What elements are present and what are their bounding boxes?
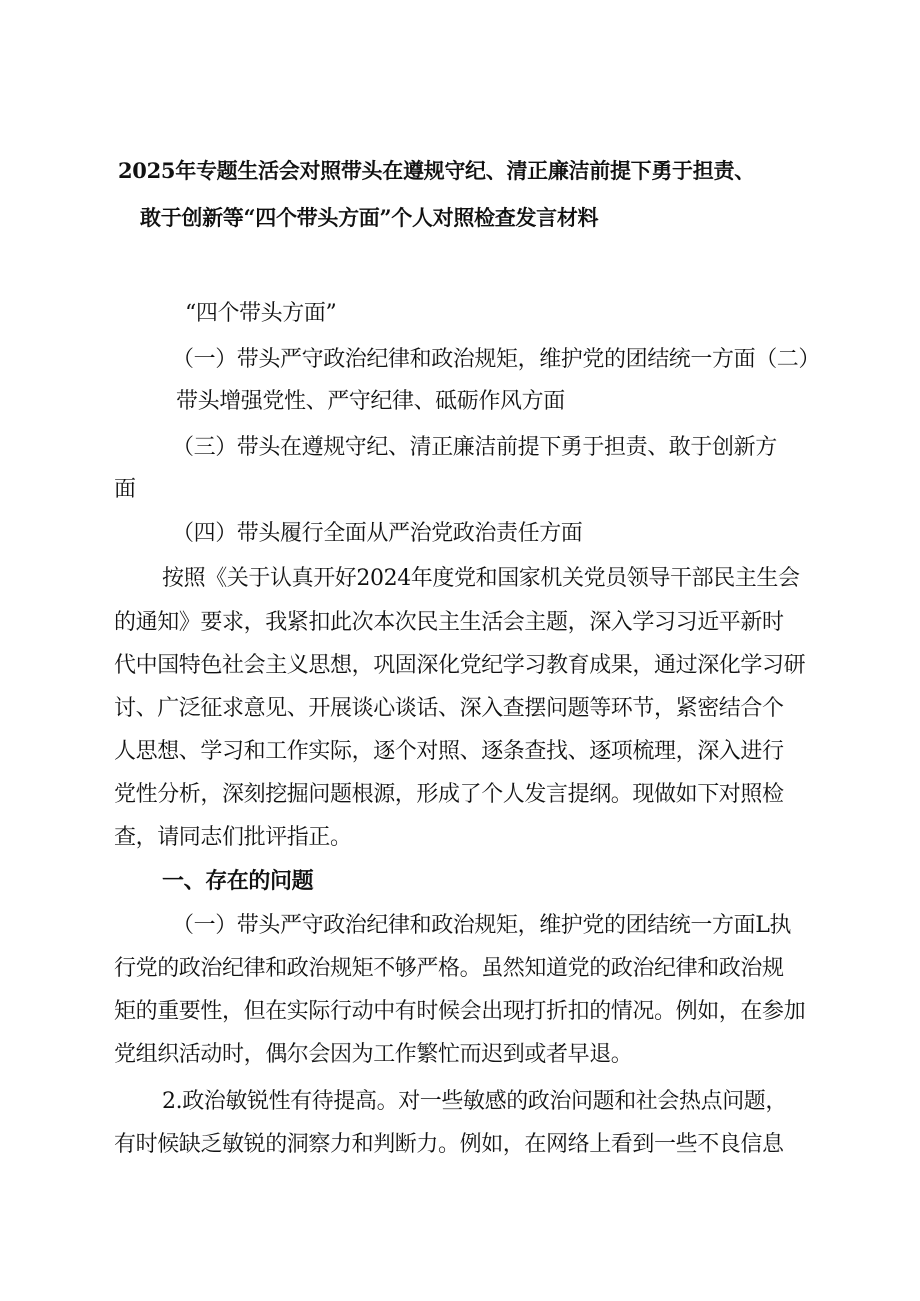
- paragraph-line: 讨、广泛征求意见、开展谈心谈话、深入查摆问题等环节，紧密结合个: [114, 696, 784, 721]
- paragraph-line: 面: [114, 477, 136, 502]
- paragraph-line: 矩的重要性，但在实际行动中有时候会出现打折扣的情况。例如，在参加: [114, 999, 806, 1024]
- paragraph-line: 党性分析，深刻挖掘问题根源，形成了个人发言提纲。现做如下对照检: [114, 782, 784, 807]
- paragraph-line: 的通知》要求，我紧扣此次本次民主生活会主题，深入学习习近平新时: [114, 610, 784, 635]
- paragraph-line: 带头增强党性、严守纪律、砥砺作风方面: [176, 389, 565, 414]
- paragraph-line: 行党的政治纪律和政治规矩不够严格。虽然知道党的政治纪律和政治规: [114, 956, 784, 981]
- document-title-line-2: 敢于创新等“四个带头方面”个人对照检查发言材料: [140, 205, 599, 230]
- paragraph-line: （三）带头在遵规守纪、清正廉洁前提下勇于担责、敢于创新方: [172, 435, 777, 460]
- paragraph-line: 有时候缺乏敏锐的洞察力和判断力。例如，在网络上看到一些不良信息: [114, 1132, 784, 1157]
- paragraph-line: （四）带头履行全面从严治党政治责任方面: [172, 521, 583, 546]
- section-heading: 一、存在的问题: [162, 868, 314, 894]
- paragraph-line: 2.政治敏锐性有待提高。对一些敏感的政治问题和社会热点问题，: [162, 1089, 787, 1114]
- document-title-line-1: 2025年专题生活会对照带头在遵规守纪、清正廉洁前提下勇于担责、: [118, 158, 755, 183]
- paragraph-heading: “四个带头方面”: [185, 301, 337, 326]
- paragraph-line: 查，请同志们批评指正。: [114, 825, 352, 850]
- paragraph-line: 党组织活动时，偶尔会因为工作繁忙而迟到或者早退。: [114, 1042, 633, 1067]
- paragraph-line: 代中国特色社会主义思想，巩固深化党纪学习教育成果，通过深化学习研: [114, 653, 806, 678]
- paragraph-line: 按照《关于认真开好2024年度党和国家机关党员领导干部民主生会: [162, 566, 800, 591]
- paragraph-line: （一）带头严守政治纪律和政治规矩，维护党的团结统一方面L执: [172, 913, 792, 938]
- paragraph-line: （一）带头严守政治纪律和政治规矩，维护党的团结统一方面（二）: [172, 347, 821, 372]
- paragraph-line: 人思想、学习和工作实际，逐个对照、逐条查找、逐项梳理，深入进行: [114, 739, 784, 764]
